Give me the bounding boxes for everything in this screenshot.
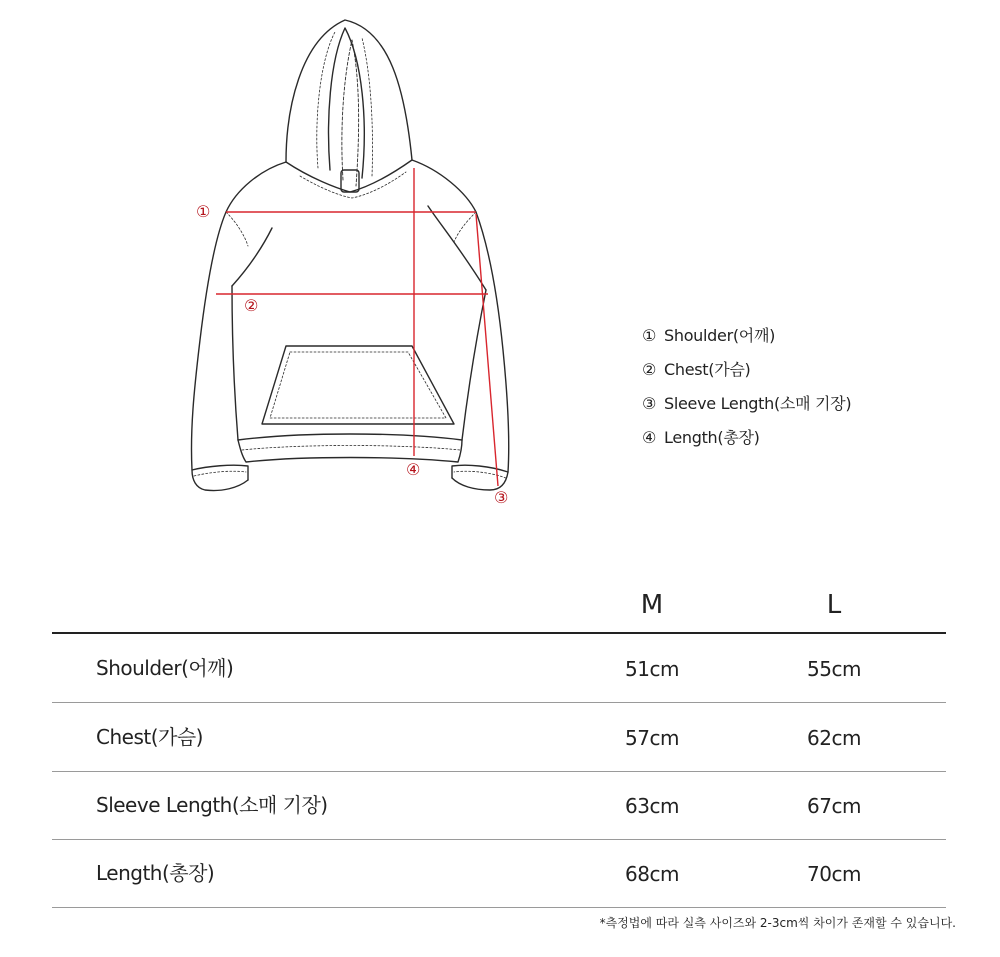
- row-label: Length(총장): [96, 861, 215, 885]
- legend-label: Length(총장): [664, 428, 760, 447]
- legend-label: Chest(가슴): [664, 360, 751, 379]
- value-m: 51cm: [625, 657, 679, 681]
- callout-shoulder: ①: [196, 202, 211, 221]
- size-header-l: L: [826, 590, 842, 620]
- legend-number: ②: [642, 360, 657, 379]
- callout-length: ④: [406, 460, 421, 479]
- value-m: 68cm: [625, 862, 679, 886]
- measurement-disclaimer: *측정법에 따라 실측 사이즈와 2-3cm씩 차이가 존재할 수 있습니다.: [599, 916, 956, 930]
- measurement-legend: [642, 322, 851, 458]
- value-l: 55cm: [807, 657, 861, 681]
- table-row: [52, 703, 946, 772]
- size-header-m: M: [640, 590, 664, 620]
- legend-number: ①: [642, 326, 657, 345]
- row-label: Chest(가슴): [96, 725, 203, 749]
- legend-number: ③: [642, 394, 657, 413]
- legend-item-shoulder: [642, 322, 851, 356]
- row-label: Shoulder(어깨): [96, 656, 234, 680]
- sleeve-measure-line: [476, 214, 498, 486]
- legend-item-chest: [642, 356, 851, 390]
- callout-chest: ②: [244, 296, 259, 315]
- value-l: 62cm: [807, 726, 861, 750]
- value-m: 63cm: [625, 794, 679, 818]
- legend-number: ④: [642, 428, 657, 447]
- value-m: 57cm: [625, 726, 679, 750]
- legend-label: Sleeve Length(소매 기장): [664, 394, 852, 413]
- legend-item-sleeve: [642, 390, 851, 424]
- table-row: [52, 839, 946, 908]
- legend-label: Shoulder(어깨): [664, 326, 776, 345]
- table-row: [52, 771, 946, 840]
- callout-sleeve: ③: [494, 488, 509, 507]
- row-label: Sleeve Length(소매 기장): [96, 793, 328, 817]
- legend-item-length: [642, 424, 851, 458]
- table-row: [52, 634, 946, 703]
- value-l: 67cm: [807, 794, 861, 818]
- value-l: 70cm: [807, 862, 861, 886]
